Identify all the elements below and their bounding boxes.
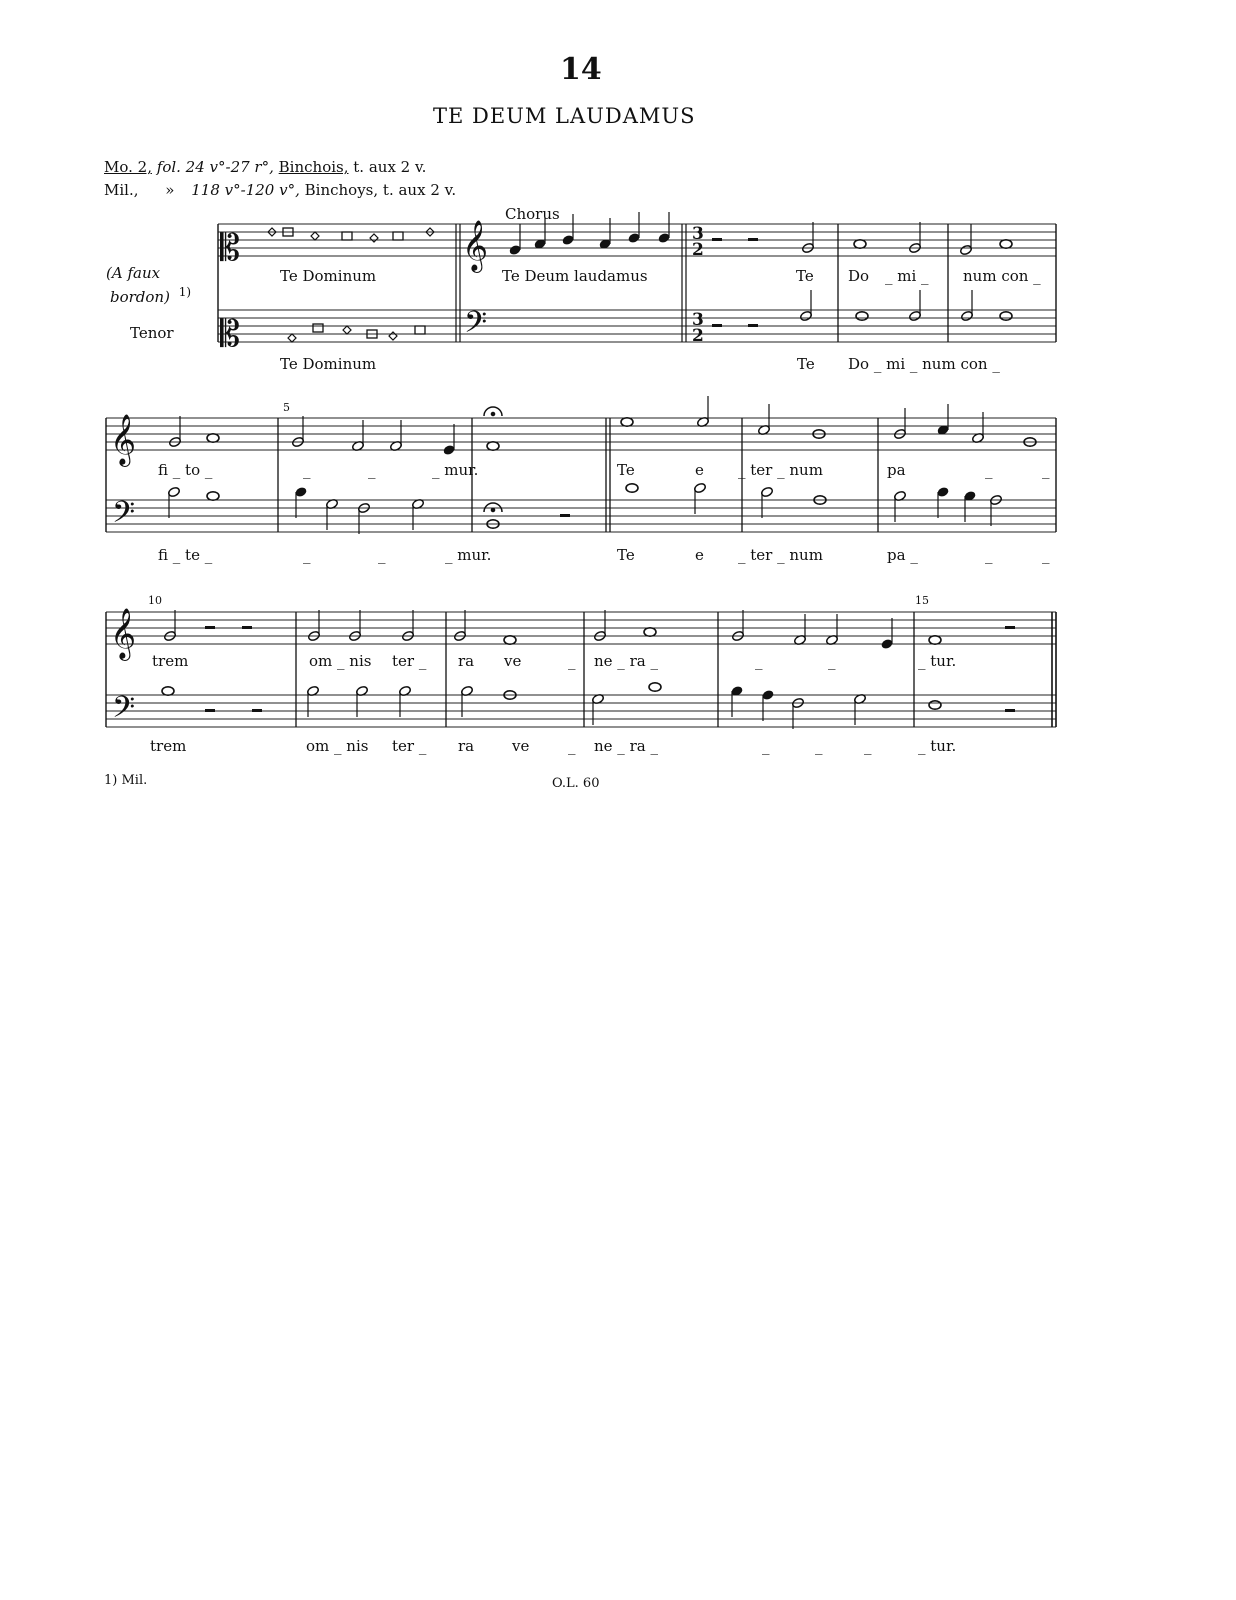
footnote-mark: 1) — [178, 285, 192, 299]
footnote: 1) Mil. — [104, 773, 148, 788]
lyric: Te Dominum — [280, 267, 377, 285]
lyric: _ — [985, 546, 993, 564]
lyric: _ — [828, 652, 836, 670]
chorus-label: Chorus — [505, 205, 560, 223]
voice-label-tenor: Tenor — [130, 324, 174, 342]
bass-clef-icon: 𝄢 — [112, 691, 136, 732]
lyric: _ — [755, 652, 763, 670]
lyric: _ — [985, 461, 993, 479]
rest — [712, 324, 722, 327]
lyric: _ — [303, 461, 311, 479]
fermata-dot — [491, 508, 495, 512]
lyric: Te — [797, 355, 815, 373]
quarter-note — [762, 690, 774, 701]
catalog-number: O.L. 60 — [552, 776, 600, 791]
rest — [205, 709, 215, 712]
chant-note — [370, 234, 378, 242]
time-signature: 2 — [692, 240, 704, 260]
lyric: _ — [378, 546, 386, 564]
bass-clef-icon: 𝄢 — [112, 496, 136, 537]
quarter-note — [937, 487, 949, 498]
quarter-note — [509, 245, 521, 256]
chant-note — [288, 334, 296, 342]
lyric: _ mur. — [445, 546, 492, 564]
whole-note — [162, 687, 174, 695]
rest — [748, 324, 758, 327]
time-signature: 3 — [692, 224, 704, 244]
breve-note — [393, 232, 403, 240]
chant-note — [343, 326, 351, 334]
measure-number-15: 15 — [915, 594, 929, 607]
lyric: ra — [458, 652, 475, 670]
lyric: _ — [815, 737, 823, 755]
lyric: _ mur. — [432, 461, 479, 479]
voice-label-bordon: bordon) — [110, 288, 170, 306]
breve-note — [415, 326, 425, 334]
lyric: _ ter _ num — [738, 461, 823, 479]
lyric: Do — [848, 267, 870, 285]
treble-clef-icon: 𝄞 — [110, 608, 137, 659]
lyric: ter _ — [392, 652, 427, 670]
source-siglum: Mo. 2, — [104, 158, 152, 176]
lyric: Te — [617, 461, 635, 479]
lyric: pa _ — [887, 546, 918, 564]
lyric: _ — [864, 737, 872, 755]
quarter-note — [562, 235, 574, 246]
lyric: _ — [1042, 546, 1050, 564]
treble-clef-icon: 𝄞 — [462, 220, 489, 271]
lyric: ra — [458, 737, 475, 755]
fermata-dot — [491, 412, 495, 416]
whole-note — [1000, 312, 1012, 320]
lyric: ter _ — [392, 737, 427, 755]
lyric: _ — [1042, 461, 1050, 479]
lyric: _ tur. — [918, 737, 957, 755]
lyric: e — [695, 546, 704, 564]
source-note: t. aux 2 v. — [382, 181, 457, 199]
rest — [560, 514, 570, 517]
lyric: Do _ mi _ num con _ — [848, 355, 1000, 373]
bass-clef-icon: 𝄢 — [464, 306, 488, 347]
lyric: ne _ ra _ — [594, 737, 658, 755]
rest — [712, 238, 722, 241]
whole-note — [621, 418, 633, 426]
lyric: Te Deum laudamus — [502, 267, 648, 285]
lyric: num con _ — [963, 267, 1041, 285]
source-folio: fol. 24 v°-27 r°, — [156, 158, 274, 176]
quarter-note — [881, 639, 893, 650]
source-folio: 118 v°-120 v°, — [191, 181, 300, 199]
rest — [1005, 709, 1015, 712]
whole-note — [626, 484, 638, 492]
whole-note — [929, 636, 941, 644]
lyric: om _ nis — [306, 737, 369, 755]
lyric: ne _ ra _ — [594, 652, 658, 670]
lyric: Te — [796, 267, 814, 285]
breve-note — [342, 232, 352, 240]
whole-note — [649, 683, 661, 691]
whole-note — [644, 628, 656, 636]
source-composer: Binchoys, — [304, 181, 379, 199]
lyric: _ — [368, 461, 376, 479]
lyric: trem — [150, 737, 187, 755]
whole-note — [856, 312, 868, 320]
voice-label-upper: (A faux — [106, 264, 161, 282]
measure-number-10: 10 — [148, 594, 162, 607]
rest — [205, 626, 215, 629]
chant-note — [389, 332, 397, 340]
lyric: _ — [568, 737, 576, 755]
rest — [252, 709, 262, 712]
source-ditto: » — [165, 181, 175, 199]
quarter-note — [295, 487, 307, 498]
c-clef-icon: 𝄡 — [220, 228, 241, 269]
whole-note — [207, 492, 219, 500]
quarter-note — [628, 233, 640, 244]
lyric: trem — [152, 652, 189, 670]
lyric: _ ter _ num — [738, 546, 823, 564]
quarter-note — [658, 233, 670, 244]
lyric: e — [695, 461, 704, 479]
lyric: pa — [887, 461, 906, 479]
lyric: fi _ te _ — [158, 546, 213, 564]
lyric: _ mi _ — [885, 267, 929, 285]
source-composer: Binchois, — [278, 158, 349, 176]
time-signature: 2 — [692, 326, 704, 346]
lyric: _ — [762, 737, 770, 755]
rest — [242, 626, 252, 629]
whole-note — [854, 240, 866, 248]
lyric: om _ nis — [309, 652, 372, 670]
piece-title: TE DEUM LAUDAMUS — [433, 104, 696, 128]
treble-clef-icon: 𝄞 — [110, 414, 137, 465]
rest — [1005, 626, 1015, 629]
lyric: ve — [512, 737, 530, 755]
whole-note — [207, 434, 219, 442]
whole-note — [504, 636, 516, 644]
source-siglum: Mil., — [104, 181, 139, 199]
lyric: _ — [568, 652, 576, 670]
lyric: _ tur. — [918, 652, 957, 670]
lyric: _ — [303, 546, 311, 564]
rest — [748, 238, 758, 241]
lyric: Te Dominum — [280, 355, 377, 373]
whole-note — [929, 701, 941, 709]
chant-note — [311, 232, 319, 240]
whole-note — [487, 442, 499, 450]
source-note: t. aux 2 v. — [353, 158, 427, 176]
time-signature: 3 — [692, 310, 704, 330]
lyric: fi _ to _ — [158, 461, 213, 479]
measure-number-5: 5 — [283, 401, 290, 414]
c-clef-icon: 𝄡 — [220, 314, 241, 355]
quarter-note — [443, 445, 455, 456]
lyric: Te — [617, 546, 635, 564]
lyric: ve — [504, 652, 522, 670]
page-number: 14 — [560, 52, 602, 87]
breve-note — [313, 324, 323, 332]
whole-note — [1000, 240, 1012, 248]
